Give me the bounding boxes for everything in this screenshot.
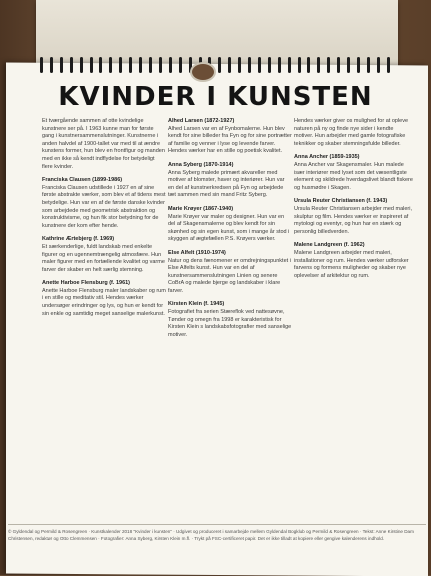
text-column-left (42, 118, 166, 324)
artist-heading: Kirsten Klein (f. 1945) (168, 301, 225, 308)
intro-paragraph: Et tværgående sammen af otte kvindelige kunstnere ser på. I 1963 kunne man for første gang i kunstnersammenslutninger. Kunstnerne i anden halvdel af 1900-tallet var med til at ændre kunstens former, hun blev en frontfigur og manden med en ikke så kendt indflydelse for betydeligt flere kvinder. (42, 118, 165, 170)
artist-text: Fotografiet fra serien Stæreflok ved nattesøvne, Tønder og omegn fra 1998 er karakteristisk for Kirsten Klein s landskabsfotografier med sanselige motiver. (168, 309, 292, 338)
binding-ring (169, 57, 172, 73)
binding-ring (288, 57, 291, 73)
artist-heading: Ursula Reuter Christiansen (f. 1943) (294, 198, 388, 205)
binding-ring (60, 57, 63, 73)
binding-ring (278, 57, 281, 73)
binding-ring (258, 57, 261, 73)
colophon-footer: © Gyldendal og Permild & Rosengreen · Kunstkalender 2018 "Kvinder i kunsten" · Udgivet og produceret i samarbejde mellem Gyldendal Bogklub og Permild & Rosengreen · Tekst: Anne Kirstine Dam Christensen, redaktør og Otto Clemmensen · Fotografier: Anna Syberg, Kirsten Klein m.fl. · Trykt på FSC-certificeret papir. Det er ikke tilladt at kopiere eller gengive kalenderens indhold. (8, 524, 426, 542)
artist-entry (168, 206, 292, 244)
artist-entry (294, 242, 414, 280)
binding-ring (50, 57, 53, 73)
binding-ring (307, 57, 310, 73)
binding-ring (99, 57, 102, 73)
binding-ring (109, 57, 112, 73)
artist-entry (168, 162, 292, 200)
artist-entry (168, 118, 292, 156)
artist-entry (42, 236, 166, 274)
binding-ring (218, 57, 221, 73)
binding-ring (357, 57, 360, 73)
binding-ring (337, 57, 340, 73)
continued-paragraph: Hendes værker giver os mulighed for at opleve naturen på ny og finde nye sider i kendte motiver. Hun arbejder med gamle fotografiske teknikker og skaber stemningsfulde billeder. (294, 118, 409, 147)
hanging-hole[interactable] (190, 62, 216, 82)
binding-ring (139, 57, 142, 73)
binding-ring (377, 57, 380, 73)
artist-entry (294, 198, 414, 236)
artist-entry (168, 250, 292, 296)
artist-heading: Marie Krøyer (1867-1940) (168, 205, 234, 212)
artist-entry (42, 280, 166, 318)
artist-text: Anette Harboe Flensburg maler landskaber og rum i en stille og meditativ stil. Hendes værker undersøger erindringer og lys, og hun er kendt for sin enkle og samtidig meget sanselige malerkunst. (42, 287, 166, 317)
artist-text: Alhed Larsen var en af Fynbomalerne. Hun blev kendt for sine billeder fra Fyn og for sine portrætter af familie og venner i lyse og levende farver. Hendes værker har en stille og poetisk kvalitet. (168, 125, 292, 155)
binding-ring (149, 57, 152, 73)
artist-heading: Else Alfelt (1910-1974) (168, 249, 226, 256)
binding-ring (159, 57, 162, 73)
artist-heading: Kathrine Ærtebjerg (f. 1969) (42, 236, 115, 243)
text-column-middle (168, 118, 292, 345)
artist-text: Natur og dens fænomener er omdrejningspunktet i Else Alfelts kunst. Hun var en del af kunstnersammenslutningen Linien og senere CoBrA og malede bjerge og landskaber i klare farver. (168, 257, 291, 294)
text-column-right (294, 118, 414, 286)
artist-text: Franciska Clausen udstillede i 1927 en af sine første abstrakte værker, som blev et af tidens mest betydelige. Hun var en af de første danske kvinder som arbejdede med geometrisk abstraktion og konstruktivisme, og hun fik stor betydning for de kunstnere der kom efter hende. (42, 184, 166, 229)
artist-heading: Franciska Clausen (1899-1986) (42, 177, 123, 184)
artist-entry (294, 154, 414, 192)
artist-entry (42, 177, 166, 230)
artist-heading: Anna Ancher (1859-1935) (294, 154, 360, 161)
binding-ring (298, 57, 301, 73)
artist-text: Et særkenderlige, fuldt landskab med enkelte figurer og en ugennemtrængelig atmosfære. Hun maler figurer med en fortællende kvalitet og varme farver der skaber en helt særlig stemning. (42, 243, 165, 273)
artist-text: Ursula Reuter Christiansen arbejder med maleri, skulptur og film. Hendes værker er inspireret af mytologi og eventyr, og hun har en stærk og personlig billedverden. (294, 205, 412, 235)
artist-text: Marie Krøyer var maler og designer. Hun var en del af Skagensmalerne og blev kendt for sin skønhed og sin egen kunst, som i mange år stod i skyggen af ægtefællen P.S. Krøyers værker. (168, 213, 290, 243)
artist-heading: Malene Landgreen (f. 1962) (294, 242, 365, 249)
binding-ring (70, 57, 73, 73)
binding-ring (129, 57, 132, 73)
artist-text: Anna Syberg malede primært akvareller med motiver af blomster, haver og interiører. Hun var en del af kunstnerkredsen på Fyn og arbejdede tæt sammen med sin mand Fritz Syberg. (168, 169, 285, 199)
binding-ring (179, 57, 182, 73)
binding-ring (347, 57, 350, 73)
artist-heading: Anette Harboe Flensburg (f. 1961) (42, 280, 131, 287)
page-title: KVINDER I KUNSTEN (58, 82, 373, 112)
binding-ring (228, 57, 231, 73)
binding-ring (80, 57, 83, 73)
binding-ring (248, 57, 251, 73)
artist-text: Anna Ancher var Skagensmaler. Hun malede især interiører med lyset som det væsentligste element og skildrede hverdagslivet blandt fiskere og husmødre i Skagen. (294, 161, 413, 191)
artist-text: Malene Landgreen arbejder med maleri, installationer og rum. Hendes værker udforsker farvens og formens muligheder og skaber nye oplevelser af arkitektur og rum. (294, 249, 409, 279)
binding-ring (90, 57, 93, 73)
binding-ring (367, 57, 370, 73)
binding-ring (40, 57, 43, 73)
binding-ring (317, 57, 320, 73)
artist-heading: Anna Syberg (1870-1914) (168, 161, 234, 168)
binding-ring (238, 57, 241, 73)
artist-heading: Alhed Larsen (1872-1927) (168, 118, 235, 124)
binding-ring (119, 57, 122, 73)
artist-entry (168, 301, 292, 339)
binding-ring (327, 57, 330, 73)
binding-ring (268, 57, 271, 73)
binding-ring (387, 57, 390, 73)
